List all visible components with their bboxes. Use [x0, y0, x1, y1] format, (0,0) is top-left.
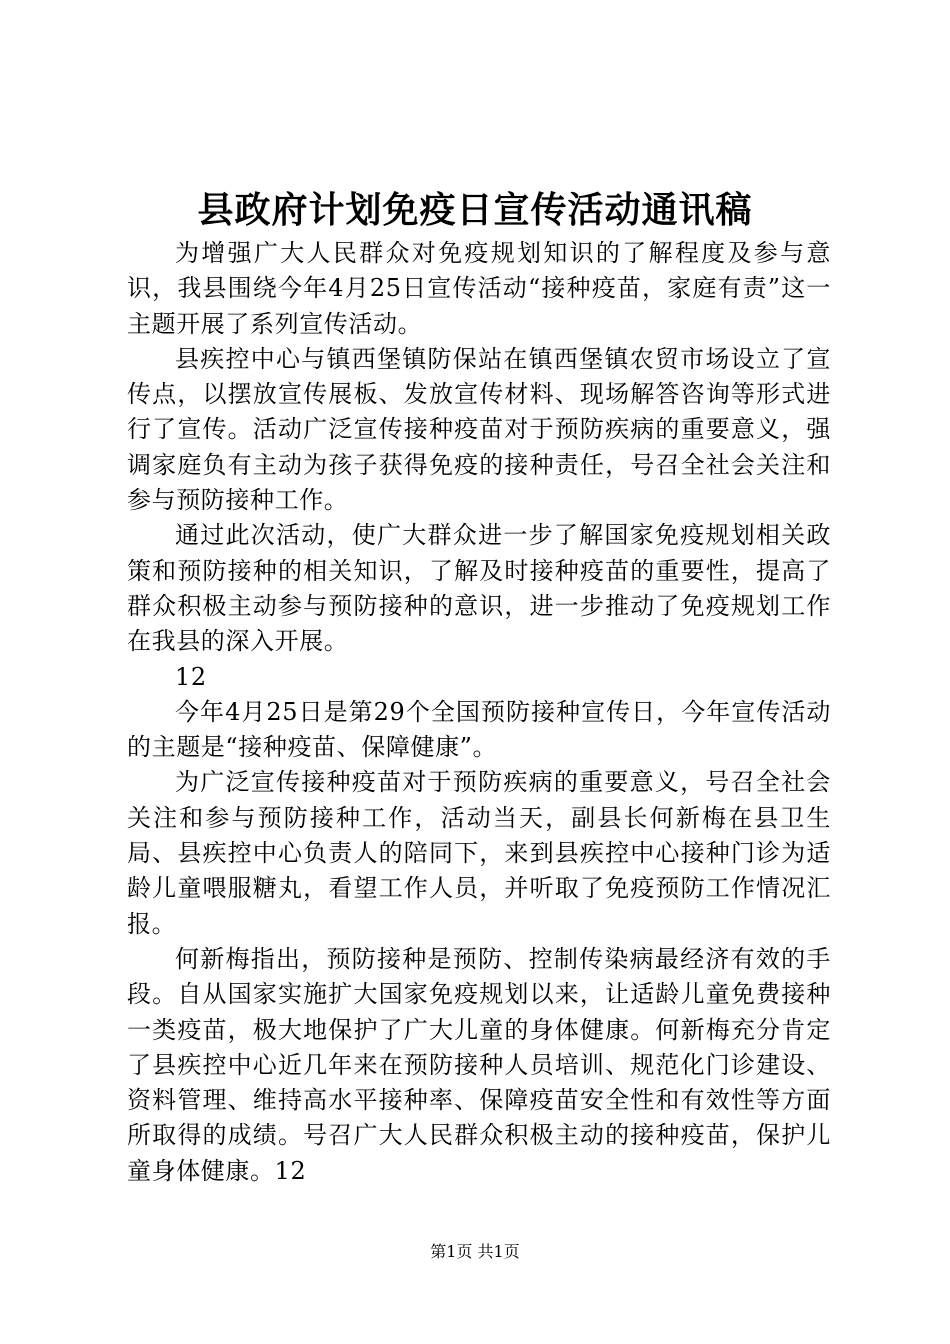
paragraph-2: 县疾控中心与镇西堡镇防保站在镇西堡镇农贸市场设立了宣传点，以摆放宣传展板、发放宣传材料、现场解答咨询等形式进行了宣传。活动广泛宣传接种疫苗对于预防疾病的重要意义，强调家庭负有主动为孩子获得免疫的接种责任，号召全社会关注和参与预防接种工作。	[127, 344, 831, 515]
paragraph-1: 为增强广大人民群众对免疫规划知识的了解程度及参与意识，我县围绕今年4月25日宣传活动“接种疫苗，家庭有责”这一主题开展了系列宣传活动。	[127, 239, 831, 338]
paragraph-3: 通过此次活动，使广大群众进一步了解国家免疫规划相关政策和预防接种的相关知识，了解及时接种疫苗的重要性，提高了群众积极主动参与预防接种的意识，进一步推动了免疫规划工作在我县的深入开展。	[127, 521, 831, 656]
document-body	[127, 236, 831, 1189]
page-number-footer: 第1页 共1页	[430, 1242, 520, 1261]
paragraph-4: 12	[175, 662, 207, 691]
paragraph-7: 何新梅指出，预防接种是预防、控制传染病最经济有效的手段。自从国家实施扩大国家免疫规划以来，让适龄儿童免费接种一类疫苗，极大地保护了广大儿童的身体健康。何新梅充分肯定了县疾控中心近几年来在预防接种人员培训、规范化门诊建设、资料管理、维持高水平接种率、保障疫苗安全性和有效性等方面所取得的成绩。号召广大人民群众积极主动的接种疫苗，保护儿童身体健康。12	[127, 944, 831, 1185]
document-title: 县政府计划免疫日宣传活动通讯稿	[197, 189, 753, 231]
paragraph-6: 为广泛宣传接种疫苗对于预防疾病的重要意义，号召全社会关注和参与预防接种工作，活动当天，副县长何新梅在县卫生局、县疾控中心负责人的陪同下，来到县疾控中心接种门诊为适龄儿童喂服糖丸，看望工作人员，并听取了免疫预防工作情况汇报。	[127, 768, 831, 938]
paragraph-5: 今年4月25日是第29个全国预防接种宣传日，今年宣传活动的主题是“接种疫苗、保障健康”。	[127, 697, 831, 762]
